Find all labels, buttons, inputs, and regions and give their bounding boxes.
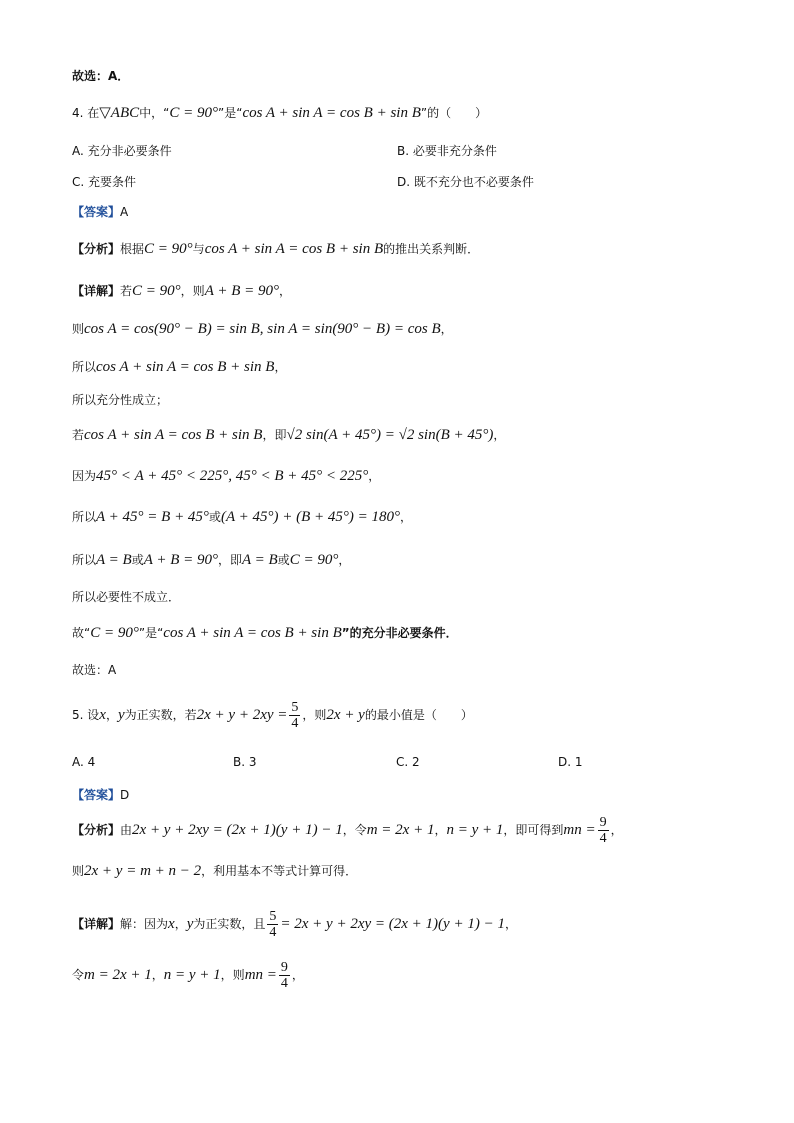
numerator: 9 [280, 960, 288, 975]
fraction [598, 815, 609, 846]
q5-answer [72, 786, 129, 804]
math: (A + 45°) + (B + 45°) = 180° [220, 509, 400, 525]
denominator: 4 [269, 925, 277, 940]
q5-option-d: D. 1 [558, 755, 583, 769]
text: ”的（ ） [420, 106, 488, 120]
q5-analysis [72, 810, 623, 850]
q4-step-1 [72, 320, 453, 338]
math: y [186, 916, 194, 932]
detail-tag: 【详解】 [72, 917, 121, 931]
text: 若 [120, 284, 133, 298]
text: 为正实数，若 [124, 708, 197, 722]
q4-conclusion [72, 624, 458, 642]
denominator: 4 [599, 831, 607, 846]
text: ， [368, 469, 381, 483]
text: ， [278, 284, 291, 298]
text: ，即可得到 [503, 823, 564, 837]
text: 或 [277, 553, 290, 567]
text: 解：因为 [120, 917, 169, 931]
q4-analysis [72, 240, 479, 258]
math: cos A + sin A = cos B + sin B [84, 427, 263, 443]
detail-tag: 【详解】 [72, 284, 121, 298]
numerator: 5 [269, 909, 277, 924]
q4-option-c: C. 充要条件 [72, 175, 137, 189]
text: ，利用基本不等式计算可得． [201, 864, 358, 878]
text: 所以 [72, 553, 97, 567]
text: 令 [72, 968, 85, 982]
q5-option-a: A. 4 [72, 755, 96, 769]
text: ，即 [262, 428, 287, 442]
numerator: 9 [599, 815, 607, 830]
text: 根据 [120, 242, 145, 256]
text: ， [610, 823, 623, 837]
math: = 2x + y + 2xy = (2x + 1)(y + 1) − 1 [280, 916, 505, 932]
q4-step-7 [72, 551, 350, 569]
text: ， [493, 428, 506, 442]
text: 故“ [72, 626, 91, 640]
answer-tag: 【答案】 [72, 205, 121, 219]
q5-number: 5. 设 [72, 708, 100, 722]
text: ”是“ [138, 626, 164, 640]
analysis-tag: 【分析】 [72, 242, 121, 256]
math: m = 2x + 1 [366, 822, 435, 838]
answer-choice-line: 故选：A． [72, 69, 130, 83]
math: C = 90° [144, 241, 193, 257]
math: mn = [244, 967, 277, 983]
answer-tag: 【答案】 [72, 788, 121, 802]
fraction [279, 960, 290, 991]
math: √2 sin(A + 45°) = √2 sin(B + 45°) [286, 427, 494, 443]
text: ， [434, 823, 447, 837]
answer-value: D [120, 788, 130, 802]
text: 为正实数，且 [193, 917, 266, 931]
q4-option-b: B. 必要非充分条件 [397, 144, 497, 158]
text: ， [504, 917, 517, 931]
math: cos A + sin A = cos B + sin B [204, 241, 384, 257]
math: C = 90° [90, 625, 139, 641]
text: ”的充分非必要条件． [341, 626, 458, 640]
math: 45° < A + 45° < 225°, 45° < B + 45° < 225° [96, 468, 369, 484]
math: C = 90° [132, 283, 181, 299]
text: ， [151, 968, 164, 982]
math: A + B = 90° [143, 552, 219, 568]
math: m = 2x + 1 [84, 967, 152, 983]
answer-value: A [120, 205, 129, 219]
math: mn = [563, 822, 596, 838]
text: 中，“ [139, 106, 170, 120]
text: ， [105, 708, 118, 722]
text: ，即 [218, 553, 243, 567]
condition-trig: cos A + sin A = cos B + sin B [242, 105, 421, 121]
fraction [289, 700, 300, 731]
text: ，则 [302, 708, 327, 722]
q5-option-c: C. 2 [396, 755, 420, 769]
q4-step-4 [72, 426, 505, 444]
text: ，令 [342, 823, 367, 837]
math: 2x + y [326, 707, 365, 723]
text: 或 [208, 510, 221, 524]
text: ， [291, 968, 304, 982]
denominator: 4 [280, 976, 288, 991]
text: ，则 [180, 284, 205, 298]
text: 或 [131, 553, 144, 567]
text: 由 [120, 823, 133, 837]
text: 若 [72, 428, 85, 442]
math: A = B [96, 552, 132, 568]
analysis-tag: 【分析】 [72, 823, 121, 837]
q4-answer [72, 203, 128, 221]
text: ，则 [220, 968, 245, 982]
math: cos A = cos(90° − B) = sin B, sin A = sin(90° − B) = cos B [84, 321, 441, 337]
q5-option-b: B. 3 [233, 755, 257, 769]
text: 与 [192, 242, 205, 256]
math: 2x + y = m + n − 2 [84, 863, 202, 879]
math: x [99, 707, 106, 723]
math: A = B [242, 552, 278, 568]
q5-detail-step [72, 955, 304, 995]
text: ， [274, 360, 287, 374]
math: 2x + y + 2xy = [196, 707, 288, 723]
triangle-symbol: ▽ABC [99, 105, 140, 121]
q5-detail-start [72, 904, 517, 944]
math: 2x + y + 2xy = (2x + 1)(y + 1) − 1 [132, 822, 343, 838]
q4-step-5 [72, 467, 380, 485]
math: n = y + 1 [163, 967, 221, 983]
math: n = y + 1 [446, 822, 504, 838]
text: 的推出关系判断． [383, 242, 480, 256]
numerator: 5 [291, 700, 299, 715]
denominator: 4 [291, 716, 299, 731]
q4-step-2 [72, 358, 286, 376]
q4-final-choice: 故选：A [72, 663, 117, 677]
q4-detail-start [72, 282, 291, 300]
q4-option-a: A. 充分非必要条件 [72, 144, 172, 158]
text: 所以 [72, 360, 97, 374]
math: A + B = 90° [204, 283, 279, 299]
question-5-stem [72, 695, 473, 735]
math: A + 45° = B + 45° [96, 509, 209, 525]
text: ， [399, 510, 412, 524]
math: x [168, 916, 175, 932]
text: 因为 [72, 469, 97, 483]
condition-c: C = 90° [169, 105, 218, 121]
fraction [267, 909, 278, 940]
q4-step-6 [72, 508, 412, 526]
math: cos A + sin A = cos B + sin B [163, 625, 342, 641]
q4-step-3: 所以充分性成立； [72, 393, 169, 407]
text: 所以 [72, 510, 97, 524]
text: 则 [72, 322, 85, 336]
q4-number: 4. 在 [72, 106, 100, 120]
text: ， [174, 917, 187, 931]
question-4-stem [72, 104, 487, 122]
text: 则 [72, 864, 85, 878]
q4-step-8: 所以必要性不成立． [72, 590, 181, 604]
text: ， [338, 553, 351, 567]
math: C = 90° [289, 552, 339, 568]
text: ”是“ [218, 106, 243, 120]
q5-analysis-cont [72, 862, 357, 880]
text: 的最小值是（ ） [364, 708, 473, 722]
math: cos A + sin A = cos B + sin B [96, 359, 275, 375]
text: ， [440, 322, 453, 336]
math: y [117, 707, 125, 723]
q4-option-d: D. 既不充分也不必要条件 [397, 175, 534, 189]
